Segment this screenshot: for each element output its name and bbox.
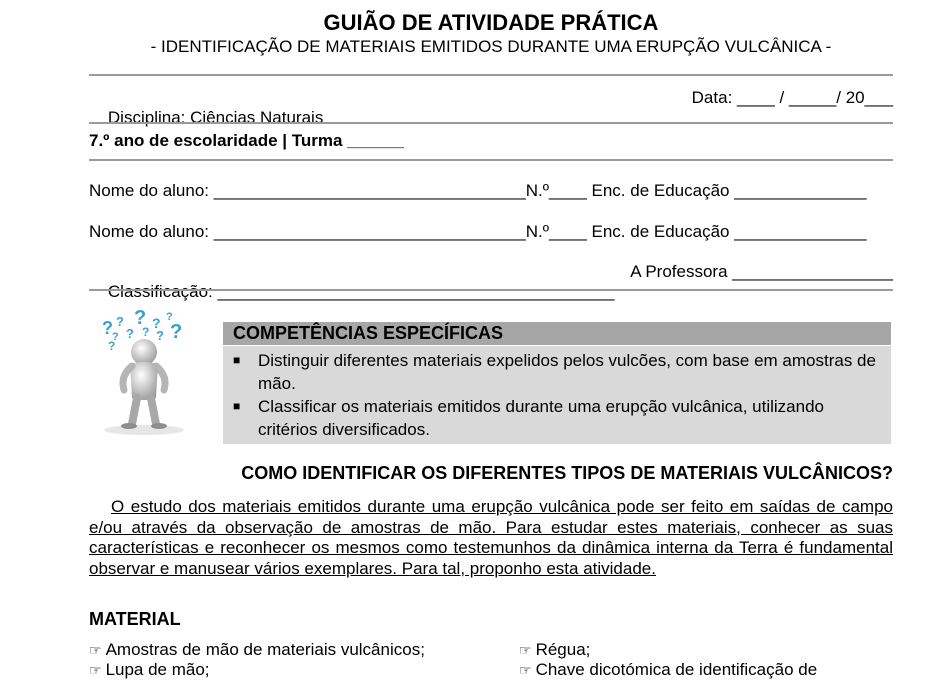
material-item-text: Amostras de mão de materiais vulcânicos; (105, 640, 425, 659)
svg-text:?: ? (166, 311, 173, 323)
material-title: MATERIAL (89, 609, 181, 629)
competency-item (223, 395, 891, 441)
svg-text:?: ? (170, 321, 183, 343)
divider (89, 122, 893, 124)
material-item (89, 660, 210, 680)
intro-paragraph: O estudo dos materiais emitidos durante uma erupção vulcânica pode ser feito em saídas de campo e/ou através da observação de amostras de mão. Para estudar estes materiais, conhecer as suas características e reconhecer os mesmos como testemunhos da dinâmica interna da Terra é fundamental observar e manusear vários exemplares. Para tal, proponho esta atividade. (89, 497, 893, 578)
section-question: COMO IDENTIFICAR OS DIFERENTES TIPOS DE MATERIAIS VULCÂNICOS? (241, 463, 893, 483)
page-subtitle: - IDENTIFICAÇÃO DE MATERIAIS EMITIDOS DURANTE UMA ERUPÇÃO VULCÂNICA - (150, 37, 832, 56)
svg-text:?: ? (112, 331, 119, 343)
material-item-text: Régua; (535, 640, 591, 659)
material-item (89, 640, 425, 660)
discipline-label: Disciplina: Ciências Naturais (107, 108, 324, 127)
svg-text:?: ? (102, 318, 113, 338)
competencies-list (223, 346, 891, 444)
classification-field[interactable]: Classificação: __________________________________________ (107, 282, 615, 301)
svg-text:?: ? (108, 339, 116, 353)
material-item-text: Lupa de mão; (105, 660, 210, 679)
student-line-2[interactable]: Nome do aluno: _________________________________N.º____ Enc. de Educação ______________ (89, 222, 867, 241)
material-item (519, 660, 817, 680)
competency-text: Distinguir diferentes materiais expelidos pelos vulcões, com base em amostras de mão. (258, 351, 876, 393)
svg-text:?: ? (156, 328, 164, 343)
square-bullet-icon: ■ (233, 399, 241, 413)
square-bullet-icon: ■ (233, 353, 241, 367)
pointing-hand-icon: ☞ (519, 642, 532, 658)
pointing-hand-icon: ☞ (89, 642, 102, 658)
competencies-heading-text: COMPETÊNCIAS ESPECÍFICAS (233, 323, 504, 343)
divider (89, 74, 893, 76)
divider (89, 159, 893, 161)
page-title: GUIÃO DE ATIVIDADE PRÁTICA (323, 10, 659, 35)
pointing-hand-icon: ☞ (89, 662, 102, 678)
material-item-text: Chave dicotómica de identificação de (535, 660, 818, 679)
discipline-row (89, 88, 893, 168)
competency-text: Classificar os materiais emitidos durante uma erupção vulcânica, utilizando critérios diversificados. (258, 397, 824, 439)
svg-text:?: ? (152, 315, 161, 331)
svg-text:?: ? (126, 326, 134, 341)
date-field[interactable]: Data: ____ / _____/ 20___ (691, 88, 893, 107)
thinking-person-question-marks-icon (90, 306, 198, 438)
pointing-hand-icon: ☞ (519, 662, 532, 678)
svg-text:?: ? (134, 307, 147, 329)
material-item (519, 640, 590, 660)
competencies-heading (223, 322, 891, 345)
grade-row[interactable]: 7.º ano de escolaridade | Turma ______ (89, 131, 404, 150)
student-line-1[interactable]: Nome do aluno: _________________________________N.º____ Enc. de Educação ______________ (89, 181, 867, 200)
svg-text:?: ? (116, 314, 124, 329)
teacher-field[interactable]: A Professora _________________ (630, 262, 893, 281)
competency-item (223, 349, 891, 395)
svg-text:?: ? (142, 325, 150, 339)
divider (89, 289, 893, 291)
